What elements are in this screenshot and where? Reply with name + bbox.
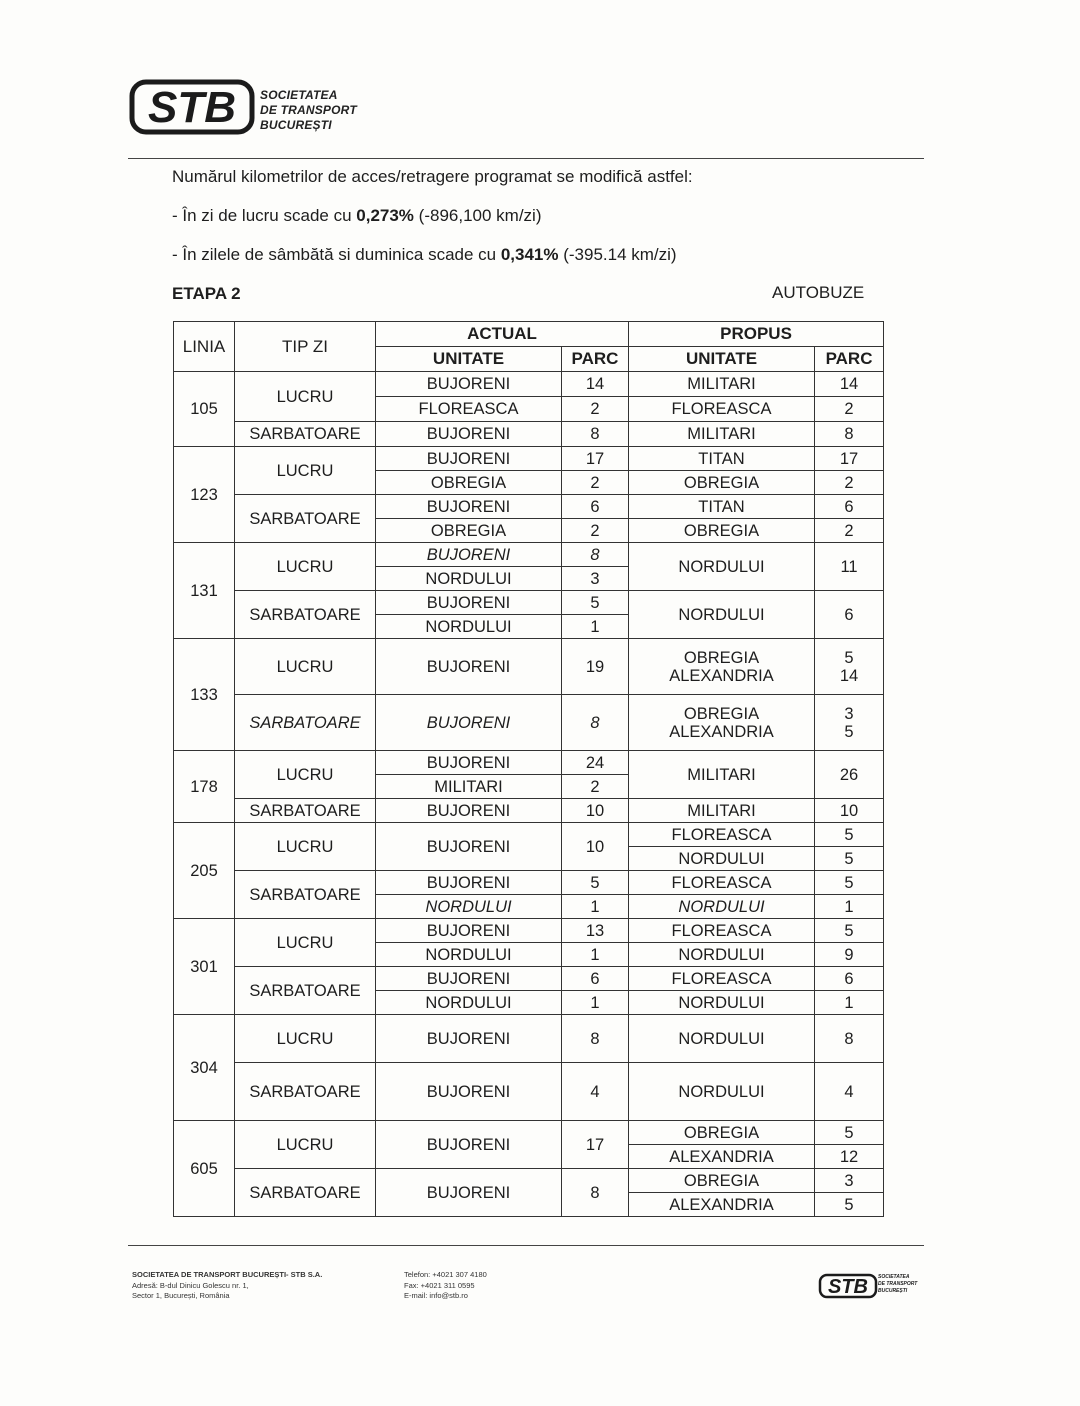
- cell-actual-parc: 10: [562, 799, 629, 823]
- cell-propus-parc: 3 5: [815, 695, 884, 751]
- cell-actual-parc: 2: [562, 775, 629, 799]
- cell-actual-unitate: BUJORENI: [376, 695, 562, 751]
- cell-tip-zi: LUCRU: [235, 543, 376, 591]
- intro-line-1: Numărul kilometrilor de acces/retragere programat se modifică astfel:: [172, 167, 693, 186]
- cell-propus-unitate: OBREGIA: [629, 519, 815, 543]
- intro-line-2: - În zi de lucru scade cu 0,273% (-896,100 km/zi): [172, 206, 542, 225]
- table-row: [174, 543, 884, 567]
- cell-actual-parc: 5: [562, 591, 629, 615]
- logo-mark-text: STB: [148, 83, 236, 132]
- cell-linia: 301: [174, 919, 235, 1015]
- cell-actual-parc: 4: [562, 1063, 629, 1121]
- cell-propus-parc: 14: [815, 372, 884, 397]
- cell-actual-parc: 24: [562, 751, 629, 775]
- cell-actual-unitate: BUJORENI: [376, 751, 562, 775]
- footer-divider: [128, 1245, 924, 1246]
- cell-actual-unitate: BUJORENI: [376, 1015, 562, 1063]
- cell-propus-unitate: NORDULUI: [629, 591, 815, 639]
- cell-linia: 105: [174, 372, 235, 447]
- cell-actual-parc: 17: [562, 447, 629, 471]
- cell-propus-unitate: FLOREASCA: [629, 967, 815, 991]
- cell-actual-unitate: BUJORENI: [376, 1063, 562, 1121]
- footer-logo-line-1: SOCIETATEA: [878, 1274, 910, 1280]
- stb-logo: [128, 76, 388, 138]
- table-row: [174, 639, 884, 695]
- cell-actual-unitate: BUJORENI: [376, 372, 562, 397]
- cell-propus-unitate: FLOREASCA: [629, 823, 815, 847]
- cell-propus-parc: 2: [815, 397, 884, 422]
- table-row: [174, 495, 884, 519]
- cell-propus-unitate: OBREGIA: [629, 1169, 815, 1193]
- cell-tip-zi: SARBATOARE: [235, 695, 376, 751]
- table-row: [174, 695, 884, 751]
- cell-propus-parc: 1: [815, 895, 884, 919]
- cell-propus-parc: 6: [815, 967, 884, 991]
- table-row: [174, 871, 884, 895]
- cell-actual-unitate: BUJORENI: [376, 1121, 562, 1169]
- cell-propus-parc: 10: [815, 799, 884, 823]
- cell-actual-parc: 6: [562, 967, 629, 991]
- cell-linia: 605: [174, 1121, 235, 1217]
- header-propus-parc: PARC: [815, 347, 884, 372]
- table-row: [174, 447, 884, 471]
- cell-actual-unitate: BUJORENI: [376, 919, 562, 943]
- cell-propus-unitate: OBREGIA: [629, 471, 815, 495]
- cell-actual-parc: 19: [562, 639, 629, 695]
- cell-actual-parc: 8: [562, 1015, 629, 1063]
- table-row: [174, 422, 884, 447]
- cell-propus-unitate: NORDULUI: [629, 943, 815, 967]
- section-title: ETAPA 2: [172, 284, 241, 303]
- logo-line-3: BUCUREȘTI: [260, 118, 332, 132]
- cell-actual-parc: 1: [562, 991, 629, 1015]
- header-linia: LINIA: [174, 322, 235, 372]
- header-actual: ACTUAL: [376, 322, 629, 347]
- cell-propus-unitate: NORDULUI: [629, 895, 815, 919]
- cell-propus-parc: 8: [815, 422, 884, 447]
- cell-propus-unitate: NORDULUI: [629, 1063, 815, 1121]
- header-propus-unitate: UNITATE: [629, 347, 815, 372]
- cell-propus-parc: 5: [815, 823, 884, 847]
- cell-propus-parc: 5: [815, 919, 884, 943]
- cell-propus-unitate: TITAN: [629, 495, 815, 519]
- footer-stb-logo: [818, 1272, 938, 1300]
- cell-actual-unitate: BUJORENI: [376, 495, 562, 519]
- cell-propus-unitate: OBREGIA: [629, 1121, 815, 1145]
- cell-propus-unitate: NORDULUI: [629, 543, 815, 591]
- cell-tip-zi: SARBATOARE: [235, 495, 376, 543]
- cell-actual-unitate: BUJORENI: [376, 639, 562, 695]
- cell-tip-zi: LUCRU: [235, 1015, 376, 1063]
- table-row: [174, 751, 884, 775]
- cell-tip-zi: SARBATOARE: [235, 799, 376, 823]
- logo-line-1: SOCIETATEA: [260, 88, 338, 102]
- cell-tip-zi: LUCRU: [235, 447, 376, 495]
- cell-tip-zi: LUCRU: [235, 751, 376, 799]
- cell-propus-parc: 17: [815, 447, 884, 471]
- cell-actual-parc: 2: [562, 519, 629, 543]
- table-row: [174, 1121, 884, 1145]
- cell-propus-unitate: OBREGIA ALEXANDRIA: [629, 695, 815, 751]
- cell-propus-parc: 11: [815, 543, 884, 591]
- cell-tip-zi: LUCRU: [235, 919, 376, 967]
- cell-propus-unitate: FLOREASCA: [629, 397, 815, 422]
- cell-actual-unitate: BUJORENI: [376, 871, 562, 895]
- cell-actual-unitate: BUJORENI: [376, 1169, 562, 1217]
- table-row: [174, 1063, 884, 1121]
- cell-propus-parc: 3: [815, 1169, 884, 1193]
- cell-actual-parc: 2: [562, 471, 629, 495]
- cell-linia: 131: [174, 543, 235, 639]
- cell-tip-zi: SARBATOARE: [235, 422, 376, 447]
- cell-actual-unitate: NORDULUI: [376, 895, 562, 919]
- cell-tip-zi: LUCRU: [235, 1121, 376, 1169]
- footer-logo-mark-text: STB: [828, 1276, 868, 1298]
- footer-fax: Fax: +4021 311 0595: [404, 1280, 475, 1290]
- cell-actual-parc: 1: [562, 943, 629, 967]
- cell-propus-parc: 5: [815, 1121, 884, 1145]
- section-right-label: AUTOBUZE: [772, 283, 865, 302]
- cell-actual-unitate: NORDULUI: [376, 615, 562, 639]
- table-row: [174, 823, 884, 847]
- cell-actual-parc: 1: [562, 615, 629, 639]
- cell-propus-parc: 9: [815, 943, 884, 967]
- table-row: [174, 591, 884, 615]
- table-row: [174, 1015, 884, 1063]
- cell-actual-parc: 17: [562, 1121, 629, 1169]
- cell-actual-parc: 8: [562, 422, 629, 447]
- cell-tip-zi: SARBATOARE: [235, 967, 376, 1015]
- cell-tip-zi: LUCRU: [235, 372, 376, 422]
- header-propus: PROPUS: [629, 322, 884, 347]
- cell-tip-zi: SARBATOARE: [235, 871, 376, 919]
- table-row: [174, 919, 884, 943]
- footer-logo-line-2: DE TRANSPORT: [878, 1281, 918, 1287]
- table-row: [174, 1169, 884, 1193]
- intro-line-3: - În zilele de sâmbătă si duminica scade cu 0,341% (-395.14 km/zi): [172, 245, 677, 264]
- cell-linia: 205: [174, 823, 235, 919]
- cell-actual-parc: 5: [562, 871, 629, 895]
- footer-email: E-mail: info@stb.ro: [404, 1291, 468, 1300]
- cell-actual-unitate: BUJORENI: [376, 422, 562, 447]
- footer-contact-block: [404, 1270, 487, 1302]
- header-divider: [128, 158, 924, 159]
- cell-propus-unitate: FLOREASCA: [629, 919, 815, 943]
- cell-linia: 304: [174, 1015, 235, 1121]
- cell-propus-unitate: MILITARI: [629, 372, 815, 397]
- cell-actual-parc: 8: [562, 543, 629, 567]
- header-actual-unitate: UNITATE: [376, 347, 562, 372]
- cell-propus-parc: 26: [815, 751, 884, 799]
- cell-propus-unitate: MILITARI: [629, 422, 815, 447]
- table-row: [174, 799, 884, 823]
- logo-line-2: DE TRANSPORT: [260, 103, 357, 117]
- cell-propus-parc: 1: [815, 991, 884, 1015]
- cell-propus-unitate: ALEXANDRIA: [629, 1193, 815, 1217]
- footer-phone: Telefon: +4021 307 4180: [404, 1270, 487, 1279]
- footer-logo-line-3: BUCUREȘTI: [878, 1288, 908, 1294]
- cell-actual-unitate: OBREGIA: [376, 519, 562, 543]
- cell-actual-unitate: BUJORENI: [376, 591, 562, 615]
- cell-linia: 178: [174, 751, 235, 823]
- cell-actual-parc: 8: [562, 1169, 629, 1217]
- cell-propus-unitate: NORDULUI: [629, 847, 815, 871]
- cell-propus-parc: 6: [815, 495, 884, 519]
- cell-propus-unitate: OBREGIA ALEXANDRIA: [629, 639, 815, 695]
- cell-tip-zi: SARBATOARE: [235, 591, 376, 639]
- cell-actual-unitate: NORDULUI: [376, 991, 562, 1015]
- cell-tip-zi: LUCRU: [235, 823, 376, 871]
- cell-propus-unitate: MILITARI: [629, 751, 815, 799]
- cell-propus-parc: 5: [815, 1193, 884, 1217]
- cell-actual-unitate: BUJORENI: [376, 967, 562, 991]
- cell-propus-unitate: ALEXANDRIA: [629, 1145, 815, 1169]
- cell-propus-parc: 12: [815, 1145, 884, 1169]
- cell-actual-unitate: BUJORENI: [376, 543, 562, 567]
- cell-propus-parc: 2: [815, 519, 884, 543]
- cell-actual-unitate: BUJORENI: [376, 799, 562, 823]
- cell-actual-parc: 3: [562, 567, 629, 591]
- cell-actual-unitate: FLOREASCA: [376, 397, 562, 422]
- cell-actual-parc: 14: [562, 372, 629, 397]
- table-row: [174, 372, 884, 397]
- footer-company: SOCIETATEA DE TRANSPORT BUCUREȘTI- STB S.A.: [132, 1270, 323, 1279]
- cell-tip-zi: SARBATOARE: [235, 1063, 376, 1121]
- cell-actual-parc: 10: [562, 823, 629, 871]
- cell-actual-parc: 6: [562, 495, 629, 519]
- cell-propus-parc: 2: [815, 471, 884, 495]
- cell-propus-parc: 5 14: [815, 639, 884, 695]
- cell-propus-parc: 5: [815, 847, 884, 871]
- footer-logo-mark: [818, 1272, 878, 1300]
- cell-propus-unitate: TITAN: [629, 447, 815, 471]
- cell-actual-unitate: MILITARI: [376, 775, 562, 799]
- cell-linia: 133: [174, 639, 235, 751]
- cell-linia: 123: [174, 447, 235, 543]
- logo-company-name: [260, 88, 357, 133]
- cell-propus-unitate: FLOREASCA: [629, 871, 815, 895]
- cell-propus-unitate: MILITARI: [629, 799, 815, 823]
- cell-propus-unitate: NORDULUI: [629, 991, 815, 1015]
- cell-actual-parc: 2: [562, 397, 629, 422]
- cell-propus-parc: 8: [815, 1015, 884, 1063]
- cell-tip-zi: LUCRU: [235, 639, 376, 695]
- cell-tip-zi: SARBATOARE: [235, 1169, 376, 1217]
- footer-logo-text: [878, 1274, 917, 1295]
- cell-propus-parc: 5: [815, 871, 884, 895]
- footer-address-block: [132, 1270, 322, 1302]
- cell-actual-unitate: NORDULUI: [376, 943, 562, 967]
- footer-address-line-2: Sector 1, București, România: [132, 1291, 230, 1300]
- header-tip-zi: TIP ZI: [235, 322, 376, 372]
- cell-actual-parc: 13: [562, 919, 629, 943]
- footer-address-line-1: Adresă: B-dul Dinicu Golescu nr. 1,: [132, 1280, 249, 1290]
- cell-actual-parc: 1: [562, 895, 629, 919]
- cell-propus-parc: 6: [815, 591, 884, 639]
- cell-propus-parc: 4: [815, 1063, 884, 1121]
- header-actual-parc: PARC: [562, 347, 629, 372]
- cell-propus-unitate: NORDULUI: [629, 1015, 815, 1063]
- table-row: [174, 967, 884, 991]
- cell-actual-unitate: BUJORENI: [376, 823, 562, 871]
- cell-actual-unitate: BUJORENI: [376, 447, 562, 471]
- stb-logo-mark: [128, 76, 256, 138]
- cell-actual-unitate: NORDULUI: [376, 567, 562, 591]
- cell-actual-parc: 8: [562, 695, 629, 751]
- routes-table: [173, 321, 884, 1217]
- cell-actual-unitate: OBREGIA: [376, 471, 562, 495]
